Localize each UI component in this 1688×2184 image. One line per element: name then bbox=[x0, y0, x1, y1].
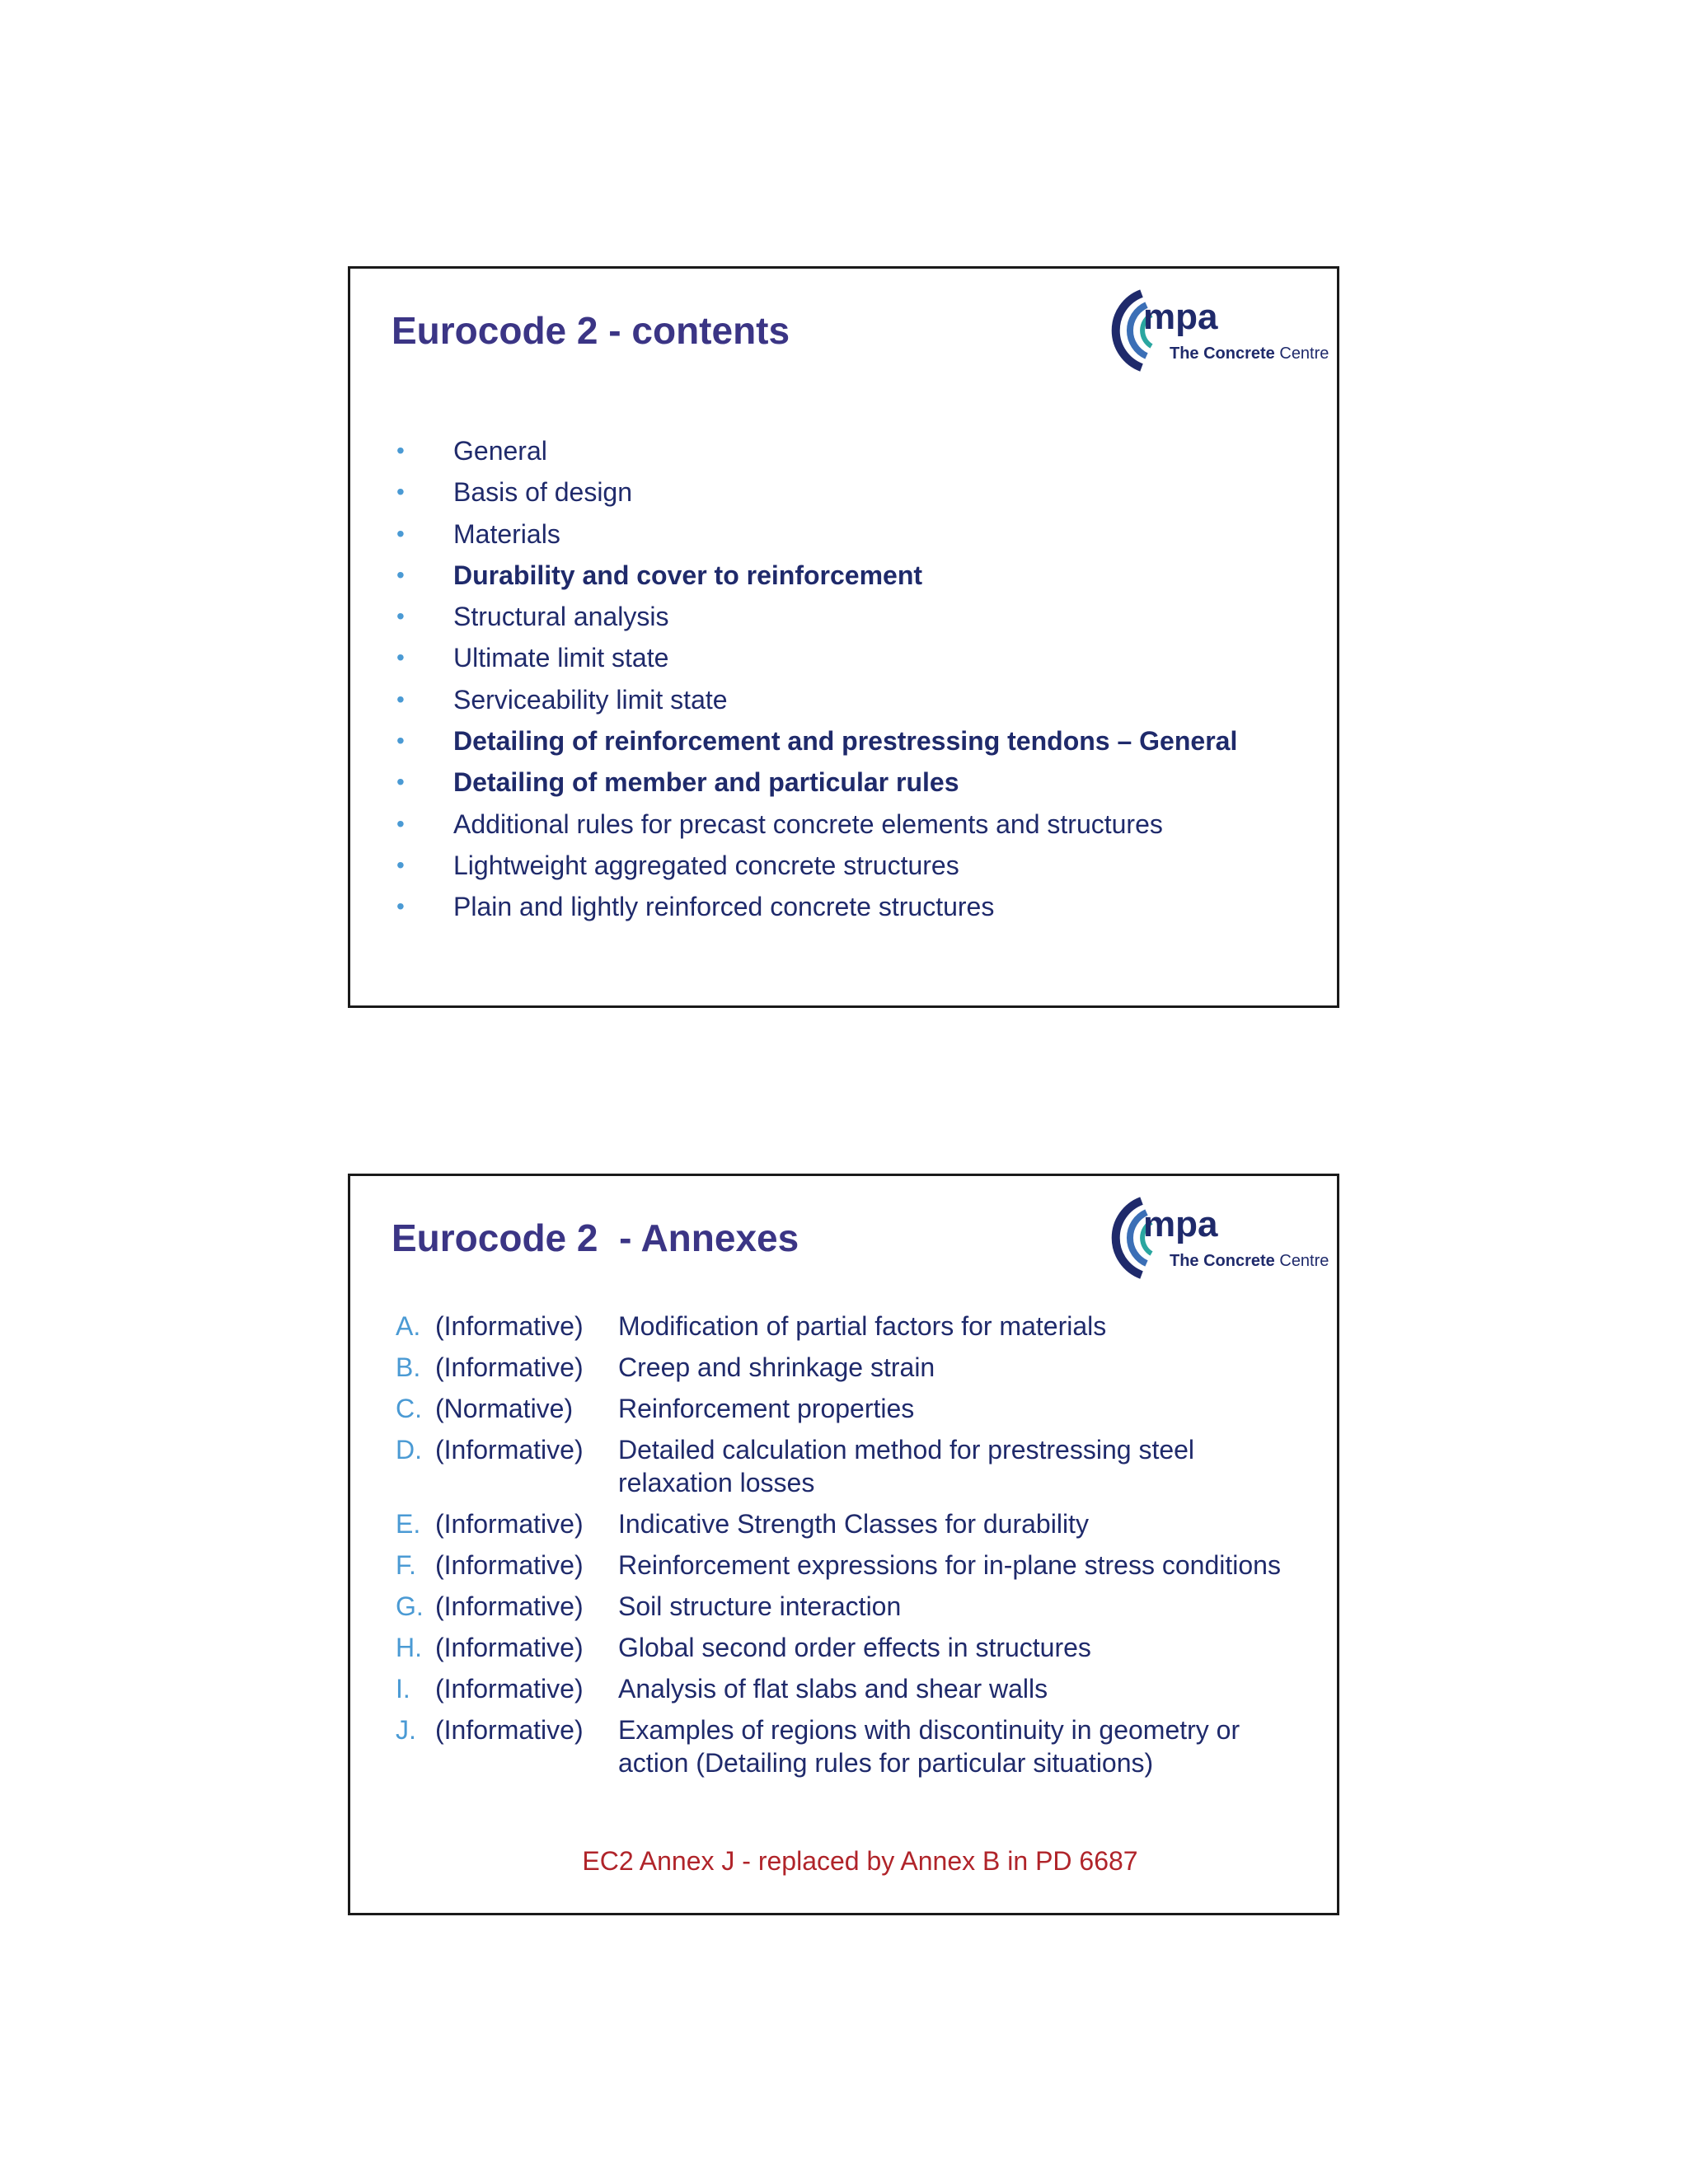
annex-item bbox=[396, 1590, 1294, 1631]
annex-type: (Informative) bbox=[435, 1633, 584, 1662]
annex-letter: J. bbox=[396, 1715, 416, 1745]
annex-letter: A. bbox=[396, 1311, 421, 1341]
annex-letter: B. bbox=[396, 1352, 421, 1382]
annex-letter: G. bbox=[396, 1591, 424, 1621]
annex-note: EC2 Annex J - replaced by Annex B in PD 6687 bbox=[582, 1846, 1138, 1876]
bullet-icon: • bbox=[396, 520, 405, 546]
slide-annexes bbox=[348, 1174, 1339, 1915]
annex-description: Reinforcement properties bbox=[618, 1394, 915, 1423]
bullet-icon: • bbox=[396, 479, 405, 505]
slide-title: Eurocode 2 - Annexes bbox=[392, 1216, 799, 1259]
logo-subtitle bbox=[1170, 344, 1329, 363]
annex-description: Reinforcement expressions for in-plane stress conditions bbox=[618, 1550, 1281, 1580]
list-item-text: Lightweight aggregated concrete structures bbox=[453, 850, 959, 880]
bullet-icon: • bbox=[396, 851, 405, 878]
annex-letter: D. bbox=[396, 1435, 422, 1465]
mpa-logo bbox=[1092, 1193, 1331, 1283]
bullet-icon: • bbox=[396, 893, 405, 920]
annex-type: (Informative) bbox=[435, 1591, 584, 1621]
bullet-icon: • bbox=[396, 769, 405, 795]
annex-type: (Informative) bbox=[435, 1352, 584, 1382]
annex-type: (Informative) bbox=[435, 1715, 584, 1745]
logo-subtitle-bold: The Concrete bbox=[1170, 344, 1275, 363]
list-item-text: Detailing of reinforcement and prestressing tendons – General bbox=[453, 726, 1238, 757]
bullet-icon: • bbox=[396, 810, 405, 837]
annex-letter: H. bbox=[396, 1633, 422, 1662]
bullet-icon: • bbox=[396, 728, 405, 754]
bullet-icon: • bbox=[396, 561, 405, 588]
annex-letter: E. bbox=[396, 1509, 421, 1539]
list-item-text: Ultimate limit state bbox=[453, 643, 669, 673]
annex-description: Detailed calculation method for prestressing steel relaxation losses bbox=[618, 1435, 1195, 1497]
annex-type: (Informative) bbox=[435, 1550, 584, 1580]
bullet-icon: • bbox=[396, 603, 405, 630]
slide-contents bbox=[348, 266, 1339, 1008]
annex-description: Global second order effects in structures bbox=[618, 1633, 1091, 1662]
slide-title: Eurocode 2 - contents bbox=[392, 309, 790, 352]
annex-type: (Informative) bbox=[435, 1311, 584, 1341]
annex-list bbox=[396, 1310, 1294, 1788]
logo-wordmark: mpa bbox=[1143, 297, 1218, 337]
annex-item bbox=[396, 1631, 1294, 1672]
annex-type: (Informative) bbox=[435, 1674, 584, 1704]
logo-subtitle bbox=[1170, 1252, 1329, 1271]
list-item-text: General bbox=[453, 436, 547, 466]
list-item-text: Materials bbox=[453, 518, 560, 549]
annex-description: Modification of partial factors for materials bbox=[618, 1311, 1107, 1341]
annex-type: (Informative) bbox=[435, 1509, 584, 1539]
logo-subtitle-normal: Centre bbox=[1274, 344, 1329, 363]
list-item-text: Structural analysis bbox=[453, 602, 669, 632]
annex-item bbox=[396, 1672, 1294, 1713]
annex-description: Indicative Strength Classes for durability bbox=[618, 1509, 1089, 1539]
annex-description: Examples of regions with discontinuity in geometry or action (Detailing rules for particular situations) bbox=[618, 1715, 1240, 1778]
annex-letter: I. bbox=[396, 1674, 410, 1704]
mpa-logo bbox=[1092, 285, 1331, 376]
list-item-text: Detailing of member and particular rules bbox=[453, 767, 959, 798]
annex-description: Creep and shrinkage strain bbox=[618, 1352, 935, 1382]
logo-subtitle-normal: Centre bbox=[1274, 1252, 1329, 1270]
annex-item bbox=[396, 1549, 1294, 1590]
bullet-icon: • bbox=[396, 438, 405, 463]
annex-item bbox=[396, 1351, 1294, 1392]
list-item-text: Basis of design bbox=[453, 477, 633, 508]
list-item-text: Plain and lightly reinforced concrete structures bbox=[453, 892, 995, 922]
bullet-icon: • bbox=[396, 644, 405, 671]
list-item-text: Serviceability limit state bbox=[453, 684, 728, 715]
bullet-icon: • bbox=[396, 686, 405, 712]
annex-letter: F. bbox=[396, 1550, 416, 1580]
annex-type: (Normative) bbox=[435, 1394, 574, 1423]
annex-type: (Informative) bbox=[435, 1435, 584, 1465]
annex-item bbox=[396, 1713, 1294, 1788]
logo-subtitle-bold: The Concrete bbox=[1170, 1252, 1275, 1270]
annex-item bbox=[396, 1310, 1294, 1351]
annex-item bbox=[396, 1433, 1294, 1507]
annex-item bbox=[396, 1392, 1294, 1433]
list-item-text: Durability and cover to reinforcement bbox=[453, 560, 923, 590]
list-item-text: Additional rules for precast concrete elements and structures bbox=[453, 808, 1163, 839]
annex-item bbox=[396, 1507, 1294, 1549]
annex-letter: C. bbox=[396, 1394, 422, 1423]
annex-description: Analysis of flat slabs and shear walls bbox=[618, 1674, 1048, 1704]
annex-description: Soil structure interaction bbox=[618, 1591, 902, 1621]
logo-wordmark: mpa bbox=[1143, 1204, 1218, 1244]
